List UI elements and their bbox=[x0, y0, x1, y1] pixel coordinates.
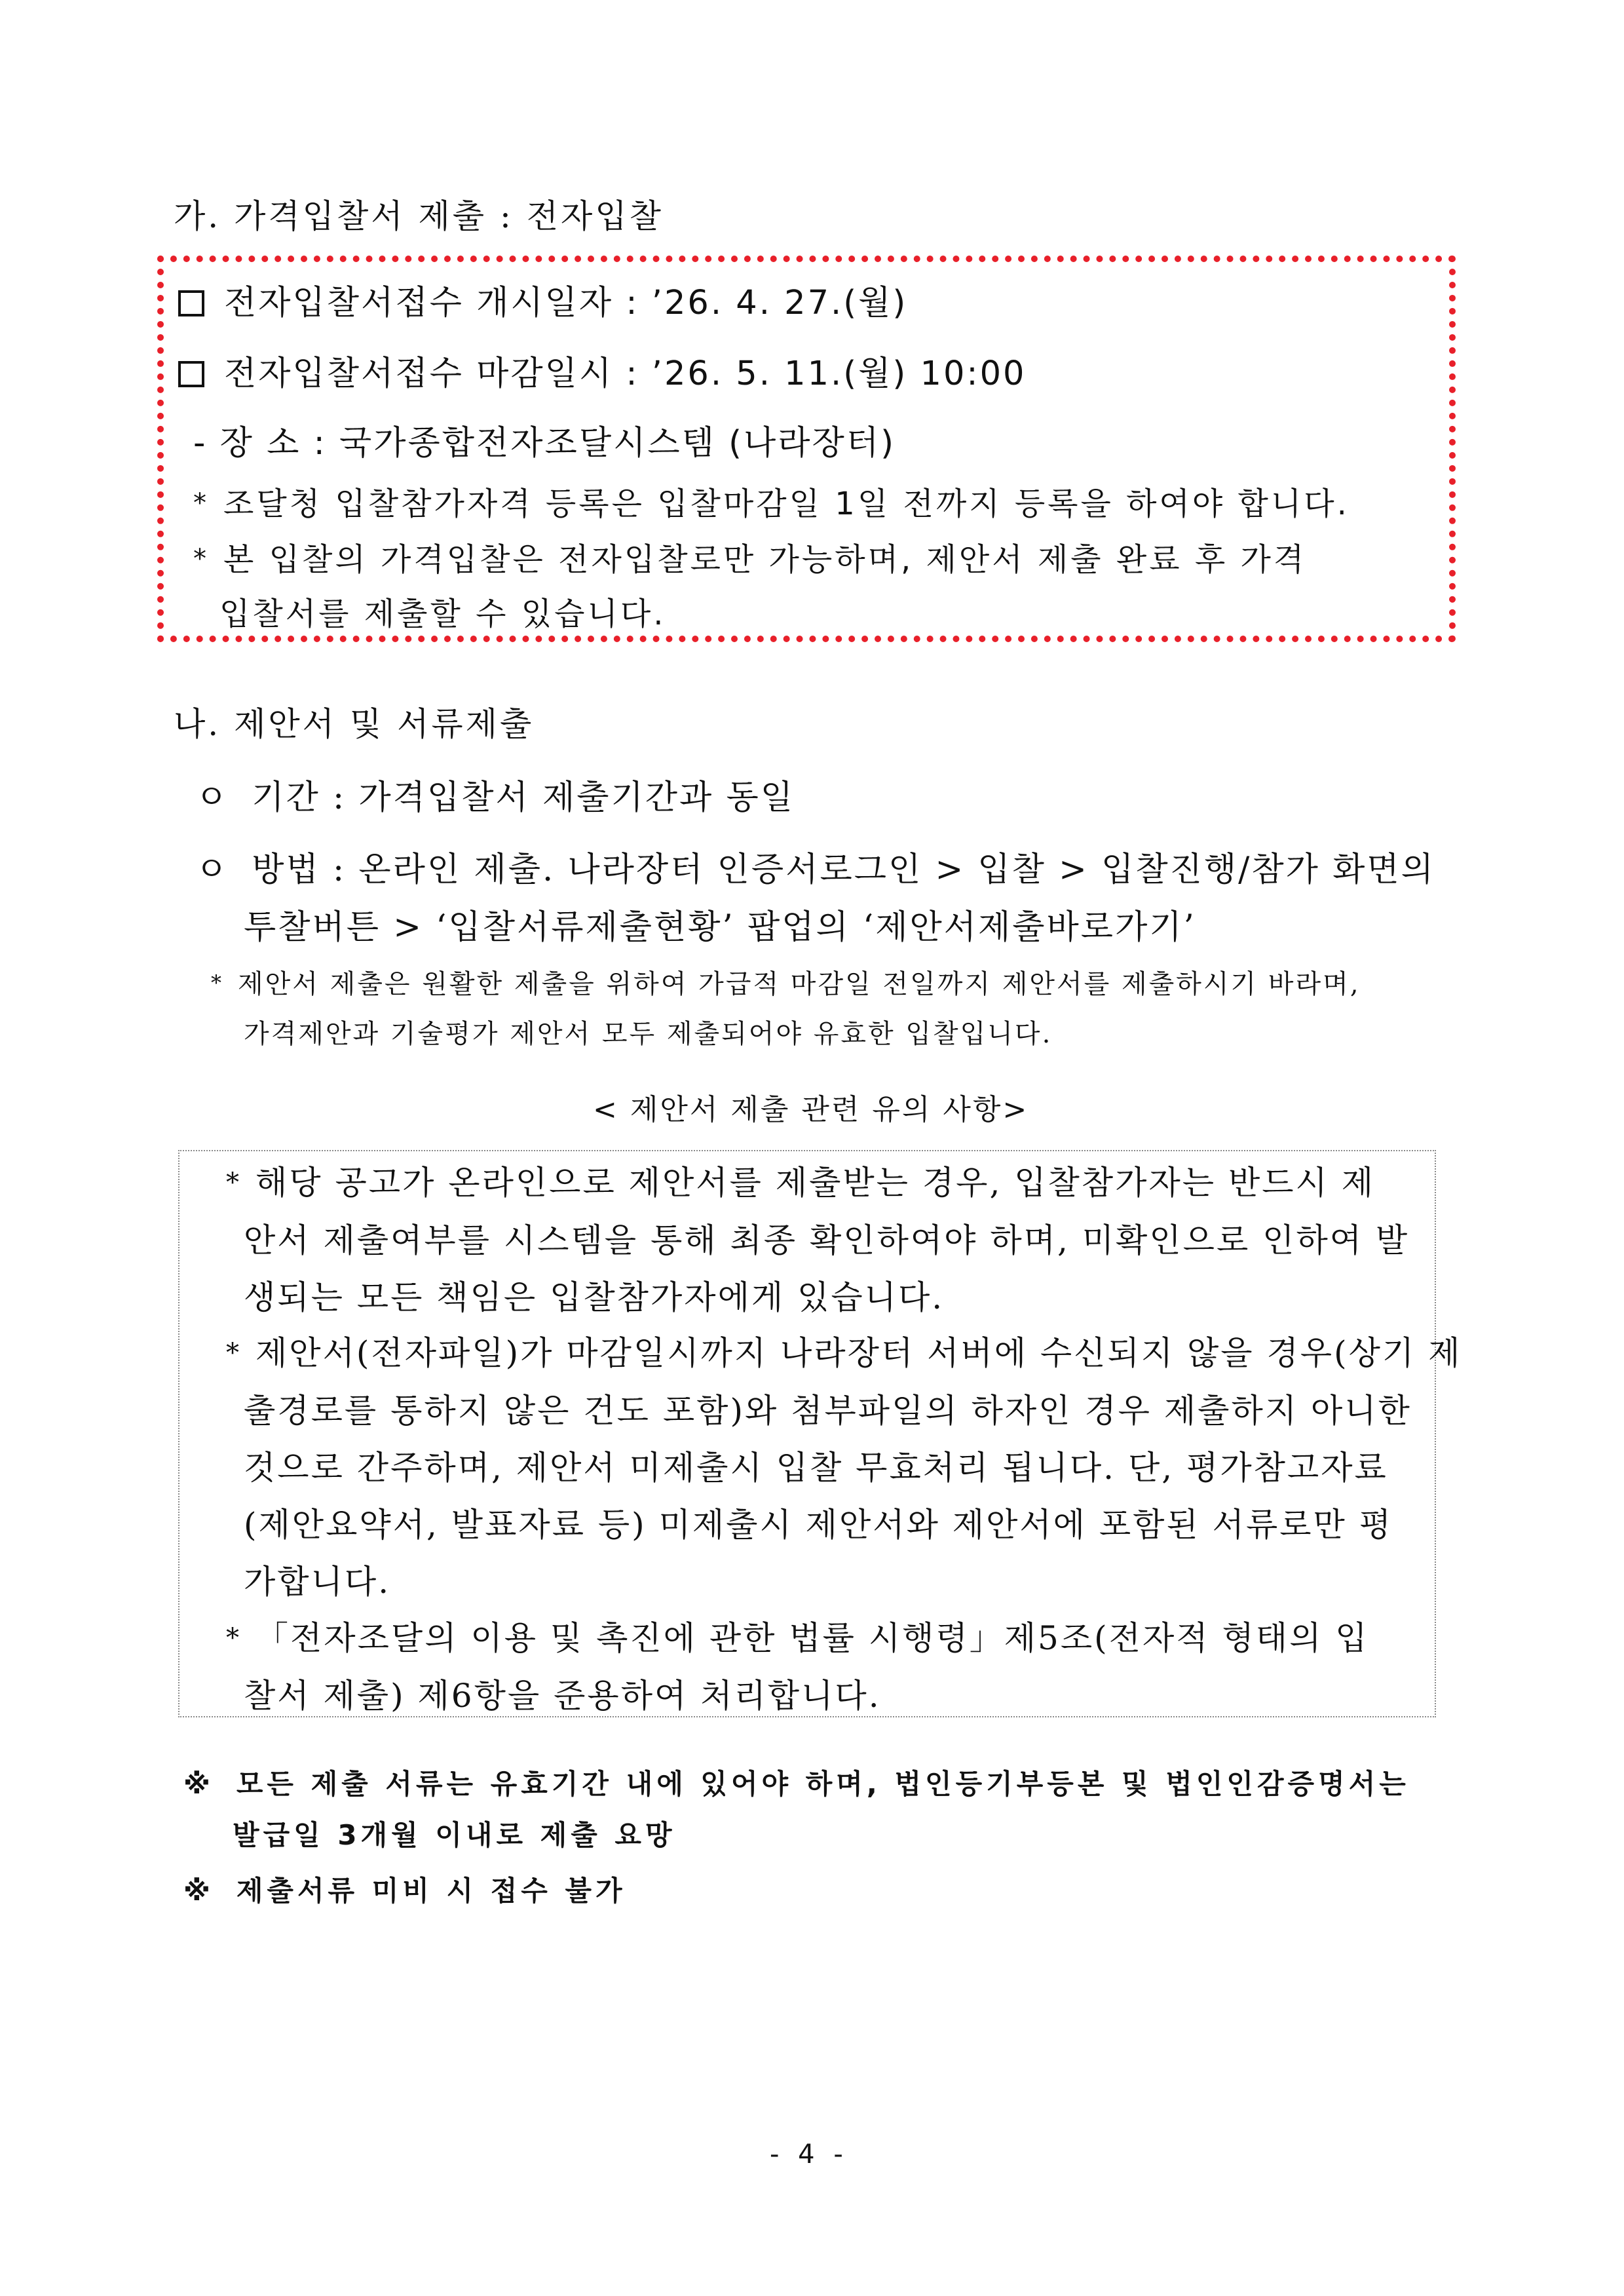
open-date-line bbox=[178, 275, 907, 324]
checkbox-icon bbox=[178, 361, 204, 387]
submission-note-line2: 가격제안과 기술평가 제안서 모두 제출되어야 유효한 입찰입니다. bbox=[244, 1019, 1053, 1049]
notice-item3-text1: 「전자조달의 이용 및 촉진에 관한 법률 시행령」제5조(전자적 형태의 입 bbox=[255, 1619, 1369, 1657]
notice-item2-line3: 것으로 간주하며, 제안서 미제출시 입찰 무효처리 됩니다. 단, 평가참고자료 bbox=[244, 1449, 1388, 1487]
star-bullet: * bbox=[193, 544, 209, 574]
star-bullet: * bbox=[226, 1338, 241, 1368]
submission-note-line1 bbox=[211, 963, 1361, 1001]
price-bid-note-line1 bbox=[193, 534, 1306, 579]
missing-docs-note bbox=[183, 1869, 626, 1909]
submission-note-text1: 제안서 제출은 원활한 제출을 위하여 가급적 마감일 전일까지 제안서를 제출하시기 바라며, bbox=[238, 969, 1361, 999]
notice-item3-line1 bbox=[226, 1612, 1369, 1659]
reference-mark: ※ bbox=[183, 1875, 214, 1907]
notice-item1-line3: 생되는 모든 책임은 입찰참가자에게 있습니다. bbox=[244, 1278, 945, 1316]
registration-note-text: 조달청 입찰참가자격 등록은 입찰마감일 1일 전까지 등록을 하여야 합니다. bbox=[223, 486, 1350, 522]
star-bullet: * bbox=[226, 1623, 241, 1653]
star-bullet: * bbox=[226, 1168, 241, 1198]
place-line: - 장 소 : 국가종합전자조달시스템 (나라장터) bbox=[193, 424, 896, 463]
notice-item2-text1: 제안서(전자파일)가 마감일시까지 나라장터 서버에 수신되지 않을 경우(상기 제 bbox=[255, 1334, 1462, 1372]
page-number: - 4 - bbox=[770, 2139, 848, 2170]
notice-item3-line2: 찰서 제출) 제6항을 준용하여 처리합니다. bbox=[244, 1677, 881, 1715]
period-text: 기간 : 가격입찰서 제출기간과 동일 bbox=[252, 778, 795, 817]
notice-item2-line5: 가합니다. bbox=[244, 1563, 391, 1601]
period-line bbox=[195, 770, 795, 818]
method-line2: 투찰버튼 > ‘입찰서류제출현황’ 팝업의 ‘제안서제출바로가기’ bbox=[244, 908, 1196, 947]
price-bid-note-line2: 입찰서를 제출할 수 있습니다. bbox=[219, 596, 666, 632]
validity-note-line1 bbox=[183, 1763, 1410, 1802]
close-date-line bbox=[178, 346, 1027, 394]
notice-title: < 제안서 제출 관련 유의 사항> bbox=[593, 1093, 1029, 1126]
reference-mark: ※ bbox=[183, 1768, 214, 1800]
open-date-text: 전자입찰서접수 개시일자 : ’26. 4. 27.(월) bbox=[224, 284, 908, 322]
notice-item2-line4: (제안요약서, 발표자료 등) 미제출시 제안서와 제안서에 포함된 서류로만 평 bbox=[244, 1506, 1393, 1544]
star-bullet: * bbox=[211, 970, 223, 995]
method-line1 bbox=[195, 842, 1435, 890]
notice-item1-line2: 안서 제출여부를 시스템을 통해 최종 확인하여야 하며, 미확인으로 인하여 발 bbox=[244, 1221, 1410, 1259]
method-text1: 방법 : 온라인 제출. 나라장터 인증서로그인 > 입찰 > 입찰진행/참가 화면의 bbox=[252, 851, 1435, 889]
notice-item2-line2: 출경로를 통하지 않은 건도 포함)와 첨부파일의 하자인 경우 제출하지 아니한 bbox=[244, 1392, 1412, 1430]
registration-note bbox=[193, 478, 1350, 524]
validity-note-line2: 발급일 3개월 이내로 제출 요망 bbox=[233, 1819, 676, 1851]
section-b-title: 나. 제안서 및 서류제출 bbox=[174, 705, 535, 743]
circle-bullet: ㅇ bbox=[195, 778, 230, 817]
star-bullet: * bbox=[193, 488, 209, 518]
circle-bullet: ㅇ bbox=[195, 851, 230, 889]
section-a-title: 가. 가격입찰서 제출 : 전자입찰 bbox=[174, 197, 664, 235]
close-date-text: 전자입찰서접수 마감일시 : ’26. 5. 11.(월) 10:00 bbox=[224, 354, 1027, 393]
notice-item2-line1 bbox=[226, 1327, 1462, 1374]
missing-docs-text: 제출서류 미비 시 접수 불가 bbox=[236, 1875, 626, 1907]
validity-note-text1: 모든 제출 서류는 유효기간 내에 있어야 하며, 법인등기부등본 및 법인인감증명서는 bbox=[236, 1768, 1410, 1800]
notice-item1-text1: 해당 공고가 온라인으로 제안서를 제출받는 경우, 입찰참가자는 반드시 제 bbox=[255, 1164, 1376, 1202]
price-bid-note-text1: 본 입찰의 가격입찰은 전자입찰로만 가능하며, 제안서 제출 완료 후 가격 bbox=[223, 541, 1307, 578]
checkbox-icon bbox=[178, 290, 204, 316]
notice-item1-line1 bbox=[226, 1157, 1375, 1204]
